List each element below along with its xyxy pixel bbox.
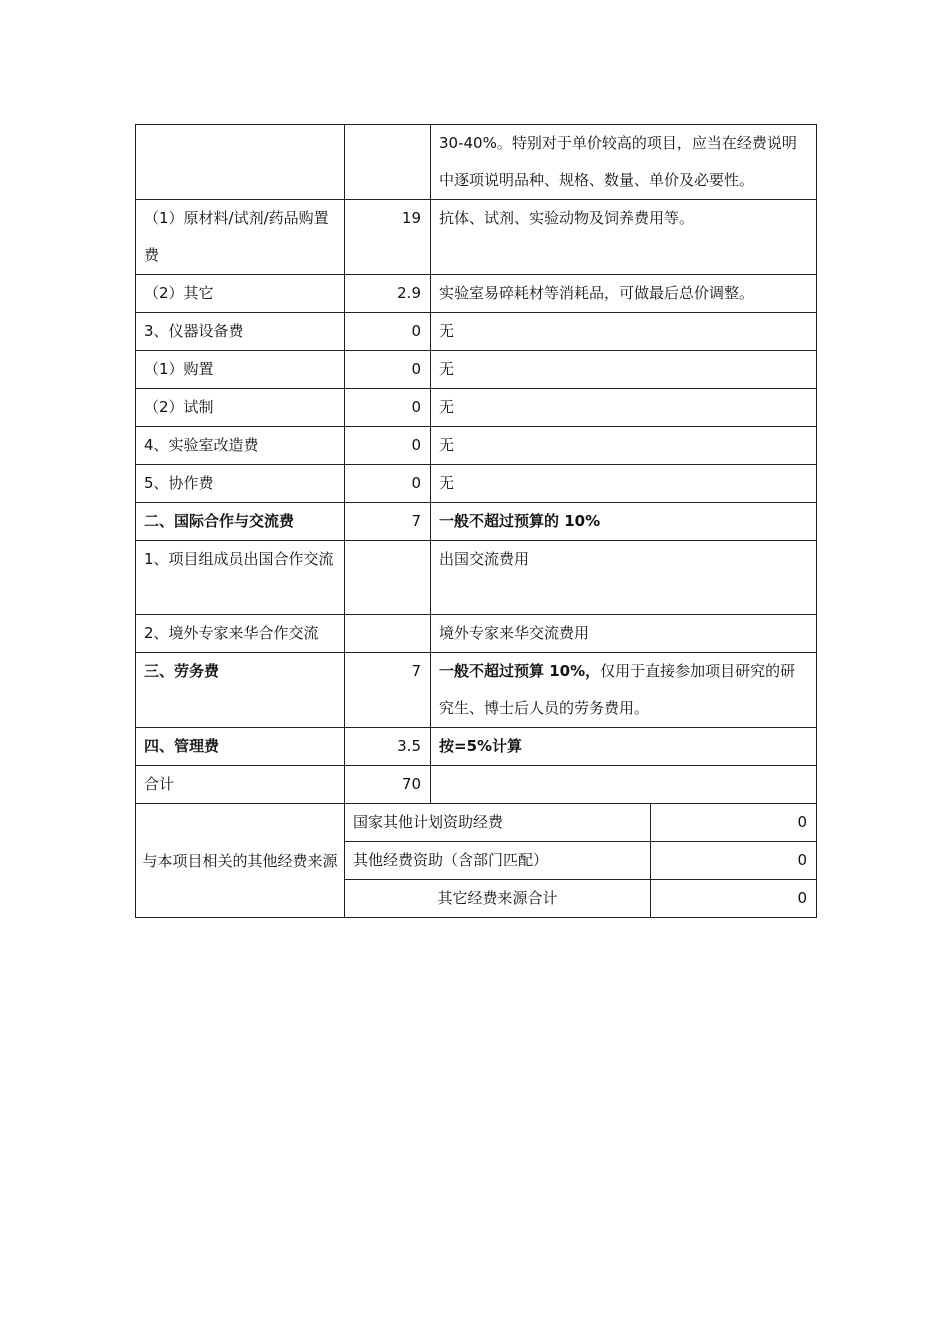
amount-cell: 0 (345, 465, 431, 503)
source-amount-cell: 0 (651, 880, 817, 918)
note-bold-text: 一般不超过预算 10%， (439, 662, 601, 680)
source-name-cell: 其他经费资助（含部门匹配） (345, 842, 651, 880)
amount-cell: 3.5 (345, 728, 431, 766)
note-cell: 无 (431, 313, 817, 351)
amount-cell: 7 (345, 503, 431, 541)
table-row (136, 503, 817, 541)
note-cell (431, 766, 817, 804)
amount-cell (345, 125, 431, 200)
note-cell: 按=5%计算 (431, 728, 817, 766)
source-name-cell: 国家其他计划资助经费 (345, 804, 651, 842)
note-text: 仅用于直接参加项目研究的研究生、博士后人员的劳务费用。 (439, 662, 796, 717)
item-cell: 四、管理费 (136, 728, 345, 766)
note-cell (431, 653, 817, 728)
amount-cell: 2.9 (345, 275, 431, 313)
note-cell: 无 (431, 465, 817, 503)
item-cell: （1）原材料/试剂/药品购置费 (136, 200, 345, 275)
table-row (136, 125, 817, 200)
budget-table (135, 124, 817, 918)
table-row (136, 728, 817, 766)
amount-cell: 7 (345, 653, 431, 728)
note-cell: 出国交流费用 (431, 541, 817, 615)
item-cell: 二、国际合作与交流费 (136, 503, 345, 541)
table-row (136, 615, 817, 653)
amount-cell (345, 541, 431, 615)
table-row (136, 313, 817, 351)
table-row (136, 766, 817, 804)
amount-cell: 0 (345, 389, 431, 427)
item-cell (136, 125, 345, 200)
source-amount-cell: 0 (651, 842, 817, 880)
table-row (136, 427, 817, 465)
table-row (136, 351, 817, 389)
note-cell: 无 (431, 427, 817, 465)
table-row (136, 541, 817, 615)
amount-cell: 0 (345, 351, 431, 389)
table-row (136, 465, 817, 503)
other-sources-label: 与本项目相关的其他经费来源 (136, 804, 345, 918)
item-cell: 合计 (136, 766, 345, 804)
note-cell: 实验室易碎耗材等消耗品，可做最后总价调整。 (431, 275, 817, 313)
table-row (136, 275, 817, 313)
amount-cell: 19 (345, 200, 431, 275)
amount-cell: 0 (345, 313, 431, 351)
other-sources-row (136, 804, 817, 842)
note-cell: 30-40%。特别对于单价较高的项目，应当在经费说明中逐项说明品种、规格、数量、单价及必要性。 (431, 125, 817, 200)
source-amount-cell: 0 (651, 804, 817, 842)
item-cell: （1）购置 (136, 351, 345, 389)
amount-cell (345, 615, 431, 653)
amount-cell: 70 (345, 766, 431, 804)
item-cell: 1、项目组成员出国合作交流 (136, 541, 345, 615)
item-cell: 三、劳务费 (136, 653, 345, 728)
table-row (136, 389, 817, 427)
note-cell: 无 (431, 389, 817, 427)
note-cell: 抗体、试剂、实验动物及饲养费用等。 (431, 200, 817, 275)
note-cell: 无 (431, 351, 817, 389)
item-cell: 3、仪器设备费 (136, 313, 345, 351)
note-cell: 一般不超过预算的 10% (431, 503, 817, 541)
note-cell: 境外专家来华交流费用 (431, 615, 817, 653)
item-cell: 4、实验室改造费 (136, 427, 345, 465)
amount-cell: 0 (345, 427, 431, 465)
table-row (136, 653, 817, 728)
item-cell: 5、协作费 (136, 465, 345, 503)
item-cell: 2、境外专家来华合作交流 (136, 615, 345, 653)
item-cell: （2）其它 (136, 275, 345, 313)
source-total-cell: 其它经费来源合计 (345, 880, 651, 918)
item-cell: （2）试制 (136, 389, 345, 427)
table-row (136, 200, 817, 275)
